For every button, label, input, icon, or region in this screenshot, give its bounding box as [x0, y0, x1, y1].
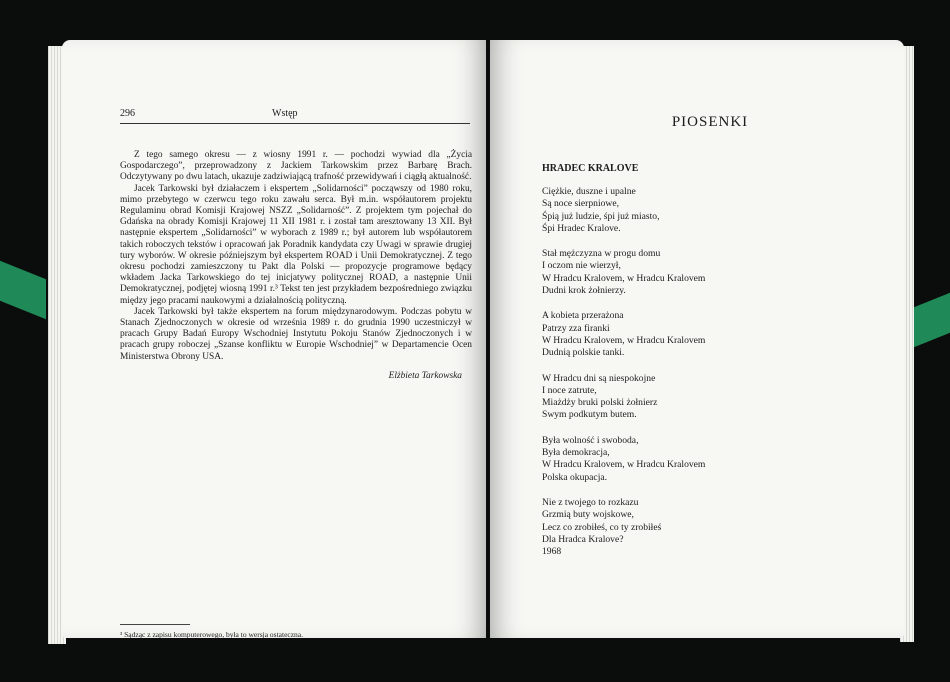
- stanza: [542, 373, 782, 422]
- poem-line: Była wolność i swoboda,: [542, 434, 639, 446]
- page-number: 296: [120, 108, 135, 119]
- poem-line: Śpi Hradec Kralove.: [542, 222, 621, 234]
- poem-line: Patrzy zza firanki: [542, 322, 610, 334]
- footnote-rule: [120, 624, 190, 625]
- poem-line: W Hradcu Kralovem, w Hradcu Kralovem: [542, 272, 706, 284]
- paragraph-3: Jacek Tarkowski był także ekspertem na forum międzynarodowym. Podczas pobytu w Stanach Zjednoczonych w okresie od września 1989 r. do grudnia 1990 uczestniczył w pracach Grupy Badań Europy Wschodniej Instytutu Pokoju Stanów Zjednoczonych i w pracach grupy roboczej „Szanse konfliktu w Europie Wschodniej” w Departamencie Ocen Ministerstwa Obrony USA.: [120, 306, 472, 362]
- poem-line: Miażdży bruki polski żołnierz: [542, 397, 658, 409]
- poem-line: Ciężkie, duszne i upalne: [542, 186, 636, 197]
- stanza: [542, 435, 782, 484]
- green-background-strip-right: [914, 293, 950, 348]
- stanza: [542, 310, 782, 359]
- signature: Elżbieta Tarkowska: [388, 370, 462, 381]
- right-page: [490, 40, 904, 638]
- poem-line: Nie z twojego to rozkazu: [542, 496, 639, 508]
- poem-line: Polska okupacja.: [542, 471, 608, 483]
- stanza: [542, 497, 782, 558]
- left-page-header: [120, 108, 470, 124]
- stanza: [542, 186, 782, 235]
- left-page: [62, 40, 486, 638]
- left-page-body: [120, 150, 472, 382]
- paragraph-1: Z tego samego okresu — z wiosny 1991 r. — pochodzi wywiad dla „Życia Gospodarczego”, przeprowadzony z Jackiem Tarkowskim przez Barbarę Brach. Odczytywany po dwu latach, ukazuje zadziwiającą trafność przewidywań i ciągłą aktualność.: [120, 150, 472, 183]
- poem: [542, 186, 782, 571]
- poem-line: Są noce sierpniowe,: [542, 198, 619, 210]
- poem-line: Lecz co zrobiłeś, co ty zrobiłeś: [542, 521, 662, 533]
- paragraph-2: Jacek Tarkowski był działaczem i ekspertem „Solidarności” począwszy od 1980 roku, mimo przebytego w czerwcu tego roku zawału serca. Był m.in. współautorem projektu Regulaminu obrad Komisji Krajowej NSZZ „Solidarność”. Z projektem tym pojechał do Gdańska na obrady Komisji Krajowej 11 XII 1981 r. i został tam aresztowany 13 XII. Był następnie ekspertem „Solidarności” w wyborach z 1989 r.; był autorem lub współautorem takich roboczych tekstów i opracowań jak Poradnik kandydata czy Uwagi w sprawie drugiej tury wyborów. W okresie późniejszym był ekspertem ROAD i Unii Demokratycznej. Z tego okresu pochodzi zamieszczony tu Pakt dla Polski — propozycje programowe będący wkładem Jacka Tarkowskiego do tej inicjatywy politycznej ROAD, a następnie Unii Demokratycznej, podjętej wiosną 1991 r.³ Tekst ten jest przykładem bezpośredniego związku między jego pracami naukowymi a działalnością polityczną.: [120, 183, 472, 306]
- song-title: HRADEC KRALOVE: [542, 163, 639, 174]
- poem-line: Dla Hradca Kralove?: [542, 533, 624, 545]
- poem-line: Była demokracja,: [542, 447, 610, 459]
- poem-line: Śpią już ludzie, śpi już miasto,: [542, 210, 660, 222]
- poem-line: I oczom nie wierzył,: [542, 260, 621, 272]
- poem-line: Stał mężczyzna w progu domu: [542, 248, 661, 260]
- open-book: [48, 18, 914, 670]
- poem-line: I noce zatrute,: [542, 384, 597, 396]
- poem-line: Grzmią buty wojskowe,: [542, 509, 634, 521]
- poem-line: Dudnią polskie tanki.: [542, 347, 625, 359]
- section-title: PIOSENKI: [671, 114, 749, 130]
- poem-line: A kobieta przerażona: [542, 310, 624, 322]
- poem-line: Dudni krok żołnierzy.: [542, 285, 626, 297]
- footnote: ³ Sądząc z zapisu komputerowego, była to wersja ostateczna.: [120, 630, 304, 638]
- poem-line: W Hradcu dni są niespokojne: [542, 372, 656, 384]
- poem-line: Swym podkutym butem.: [542, 409, 637, 421]
- poem-line: W Hradcu Kralovem, w Hradcu Kralovem: [542, 459, 706, 471]
- running-title: Wstęp: [272, 108, 298, 119]
- song-year: 1968: [542, 546, 562, 558]
- stanza: [542, 248, 782, 297]
- poem-line: W Hradcu Kralovem, w Hradcu Kralovem: [542, 334, 706, 346]
- green-background-strip-left: [0, 261, 46, 320]
